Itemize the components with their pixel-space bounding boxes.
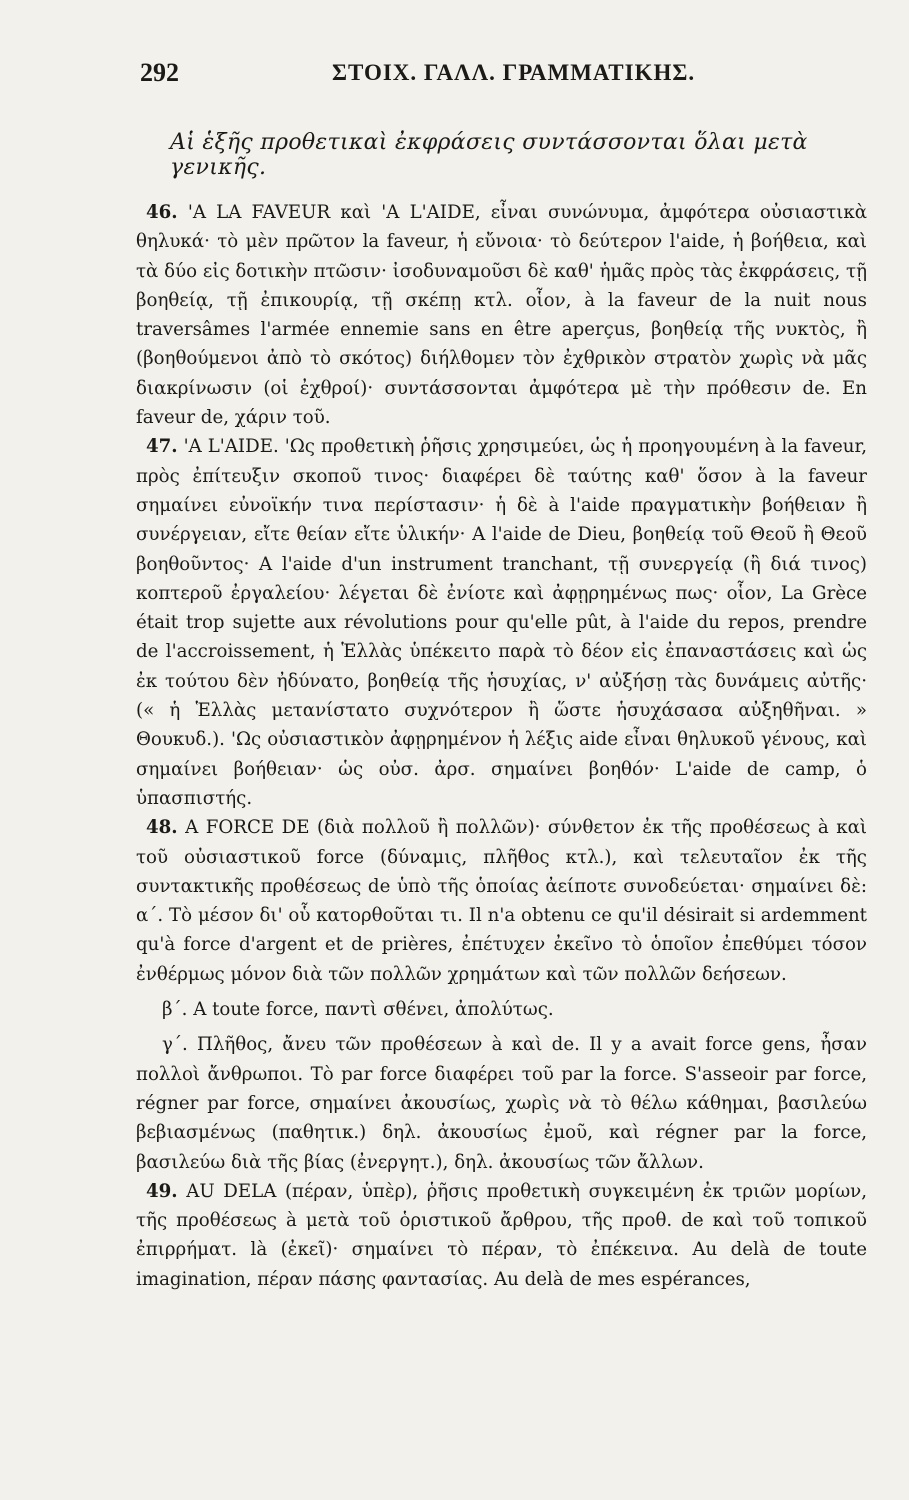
entry-text: 'A LA FAVEUR καὶ 'A L'AIDE, εἶναι συνώνυμα, ἀμφότερα οὐσιαστικὰ θηλυκά· τὸ μὲν πρῶτον la faveur, ἡ εὔνοια· τὸ δεύτερον l'aide, ἡ βοήθεια, καὶ τὰ δύο εἰς δοτικὴν πτῶσιν· ἰσοδυναμοῦσι δὲ καθ' ἡμᾶς πρὸς τὰς ἐκφράσεις, τῇ βοηθείᾳ, τῇ ἐπικουρίᾳ, τῇ σκέπῃ κτλ. οἷον, à la faveur de la nuit nous traversâmes l'armée ennemie sans en être aperçus, βοηθείᾳ τῆς νυκτὸς, ἢ (βοηθούμενοι ἀπὸ τὸ σκότος) διήλθομεν τὸν ἐχθρικὸν στρατὸν χωρὶς νὰ μᾶς διακρίνωσιν (οἱ ἐχθροί)· συντάσσονται ἀμφότερα μὲ τὴν πρόθεσιν de. En faveur de, χάριν τοῦ.: [136, 202, 867, 429]
entry-text: Πλῆθος, ἄνευ τῶν προθέσεων à καὶ de. Il y a avait force gens, ἦσαν πολλοὶ ἄνθρωποι. Τὸ par force διαφέρει τοῦ par la force. S'asseoir par force, régner par force, σημαίνει ἀκουσίως, χωρὶς νὰ τὸ θέλω κάθημαι, βασιλεύω βεβιασμένως (παθητικ.) δηλ. ἀκουσίως ἐμοῦ, καὶ régner par la force, βασιλεύω διὰ τῆς βίας (ἐνεργητ.), δηλ. ἀκουσίως τῶν ἄλλων.: [136, 1034, 867, 1173]
entry-number: 48.: [146, 817, 178, 839]
entry-text: AU DELA (πέραν, ὑπὲρ), ῥῆσις προθετικὴ συγκειμένη ἐκ τριῶν μορίων, τῆς προθέσεως à μετὰ τοῦ ὁριστικοῦ ἄρθρου, τῆς προθ. de καὶ τοῦ τοπικοῦ ἐπιρρήματ. là (ἐκεῖ)· σημαίνει τὸ πέραν, τὸ ἐπέκεινα. Au delà de toute imagination, πέραν πάσης φαντασίας. Au delà de mes espérances,: [136, 1180, 867, 1290]
entry-number: γ΄.: [162, 1034, 188, 1056]
entry-number: 47.: [146, 436, 178, 458]
entry-48-beta: [136, 995, 867, 1024]
entry-46: [136, 198, 867, 432]
entry-number: 46.: [146, 202, 178, 223]
entry-49: [136, 1177, 867, 1294]
entry-48-gamma: [136, 1030, 867, 1176]
section-intro-heading: Αἱ ἑξῆς προθετικαὶ ἐκφράσεις συντάσσονται ὅλαι μετὰ γενικῆς.: [170, 130, 808, 180]
entry-number: 49.: [146, 1180, 178, 1202]
entry-48: [136, 813, 867, 989]
page-header: [136, 52, 867, 98]
entry-text: A toute force, παντὶ σθένει, ἀπολύτως.: [193, 999, 554, 1021]
running-title: ΣΤΟΙΧ. ΓΑΛΛ. ΓΡΑΜΜΑΤΙΚΗΣ.: [332, 60, 696, 85]
entry-47: [136, 432, 867, 813]
entry-text: 'A L'AIDE. 'Ως προθετικὴ ῥῆσις χρησιμεύει, ὡς ἡ προηγουμένη à la faveur, πρὸς ἐπίτευξιν σκοποῦ τινος· διαφέρει δὲ ταύτης καθ' ὅσον à la faveur σημαίνει εὐνοϊκήν τινα περίστασιν· ἡ δὲ à l'aide πραγματικὴν βοήθειαν ἢ συνέργειαν, εἴτε θείαν εἴτε ὑλικήν· A l'aide de Dieu, βοηθείᾳ τοῦ Θεοῦ ἢ Θεοῦ βοηθοῦντος· A l'aide d'un instrument tranchant, τῇ συνεργείᾳ (ἢ διά τινος) κοπτεροῦ ἐργαλείου· λέγεται δὲ ἐνίοτε καὶ ἀφῃρημένως πως· οἷον, La Grèce était trop sujette aux révolutions pour qu'elle pût, à l'aide du repos, prendre de l'accroissement, ἡ Ἑλλὰς ὑπέκειτο παρὰ τὸ δέον εἰς ἐπαναστάσεις καὶ ὡς ἐκ τούτου δὲν ἠδύνατο, βοηθείᾳ τῆς ἡσυχίας, ν' αὐξήσῃ τὰς δυνάμεις αὐτῆς· (« ἡ Ἑλλὰς μετανίστατο συχνότερον ἢ ὥστε ἡσυχάσασα αὐξηθῆναι. » Θουκυδ.). 'Ως οὐσιαστικὸν ἀφῃρημένον ἡ λέξις aide εἶναι θηλυκοῦ γένους, καὶ σημαίνει βοήθειαν· ὡς οὐσ. ἀρσ. σημαίνει βοηθόν· L'aide de camp, ὁ ὑπασπιστής.: [136, 436, 867, 809]
page-number: 292: [140, 58, 179, 87]
entry-text: A FORCE DE (διὰ πολλοῦ ἢ πολλῶν)· σύνθετον ἐκ τῆς προθέσεως à καὶ τοῦ οὐσιαστικοῦ force (δύναμις, πλῆθος κτλ.), καὶ τελευταῖον ἐκ τῆς συντακτικῆς προθέσεως de ὑπὸ τῆς ὁποίας ἀείποτε συνοδεύεται· σημαίνει δὲ: α΄. Τὸ μέσον δι' οὗ κατορθοῦται τι. Il n'a obtenu ce qu'il désirait si ardemment qu'à force d'argent et de prières, ἐπέτυχεν ἐκεῖνο τὸ ὁποῖον ἐπεθύμει τόσον ἐνθέρμως μόνον διὰ τῶν πολλῶν χρημάτων καὶ τῶν πολλῶν δεήσεων.: [136, 817, 867, 985]
entry-number: β΄.: [162, 999, 188, 1021]
